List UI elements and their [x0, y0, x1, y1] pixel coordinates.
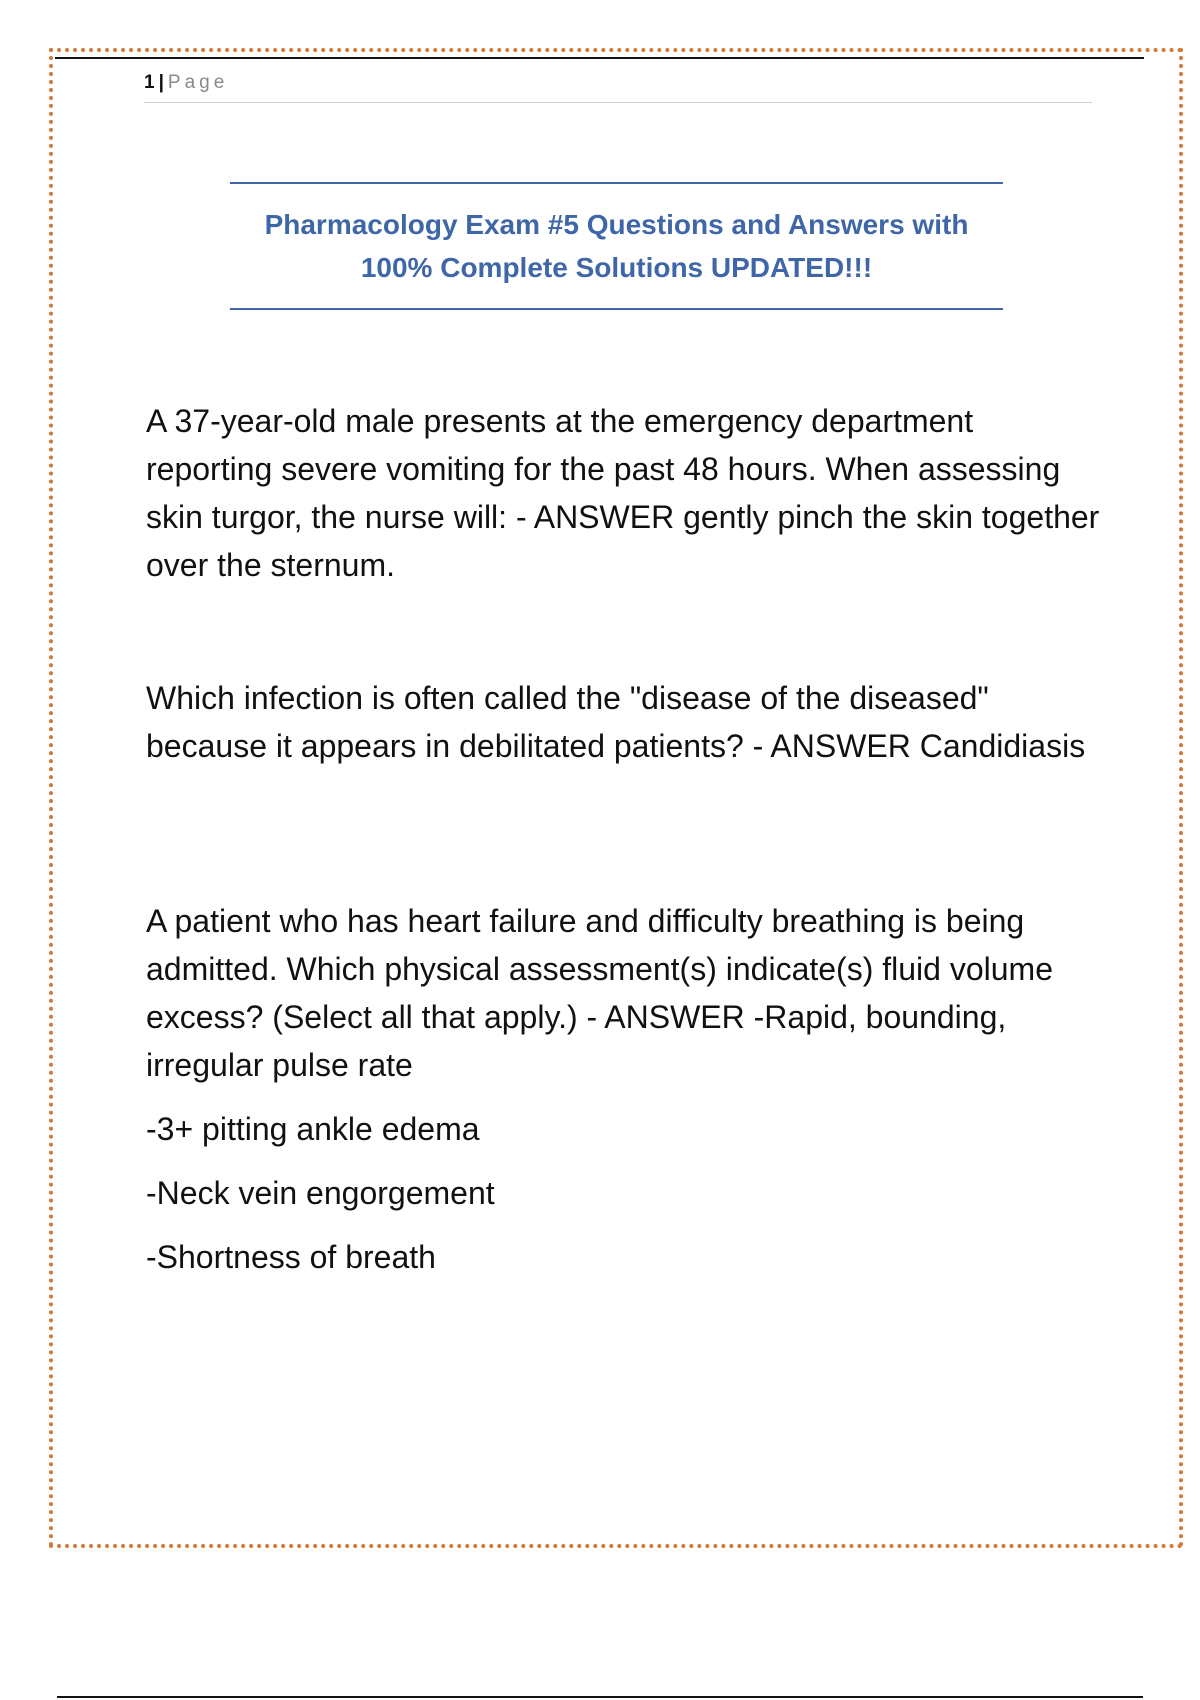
question-2: Which infection is often called the "disease of the diseased" because it appears in debilitated patients? - ANSWER Candidiasis: [146, 680, 1086, 764]
qa-content: [146, 397, 1106, 1281]
document-title: [247, 203, 987, 289]
question-3: A patient who has heart failure and difficulty breathing is being admitted. Which physical assessment(s) indicate(s) fluid volume excess? (Select all that apply.) - ANSWER -Rapid, bounding, irregular pulse rate: [146, 903, 1053, 1083]
title-line-2: 100% Complete Solutions UPDATED!!!: [360, 252, 873, 283]
page-header: [144, 72, 1092, 103]
page-separator: |: [158, 72, 164, 93]
answer-item: -Neck vein engorgement: [146, 1175, 495, 1211]
page-label: Page: [167, 72, 229, 93]
top-rule: [55, 57, 1144, 59]
title-line-1: Pharmacology Exam #5 Questions and Answers with: [264, 209, 969, 240]
page-number: 1: [144, 72, 155, 93]
answer-item: -3+ pitting ankle edema: [146, 1111, 480, 1147]
bottom-rule: [57, 1696, 1143, 1698]
question-1: A 37-year-old male presents at the emergency department reporting severe vomiting for the past 48 hours. When assessing skin turgor, the nurse will: - ANSWER gently pinch the skin together over the sternum.: [146, 403, 1100, 583]
answer-item: -Shortness of breath: [146, 1239, 436, 1275]
title-block: [230, 182, 1003, 310]
